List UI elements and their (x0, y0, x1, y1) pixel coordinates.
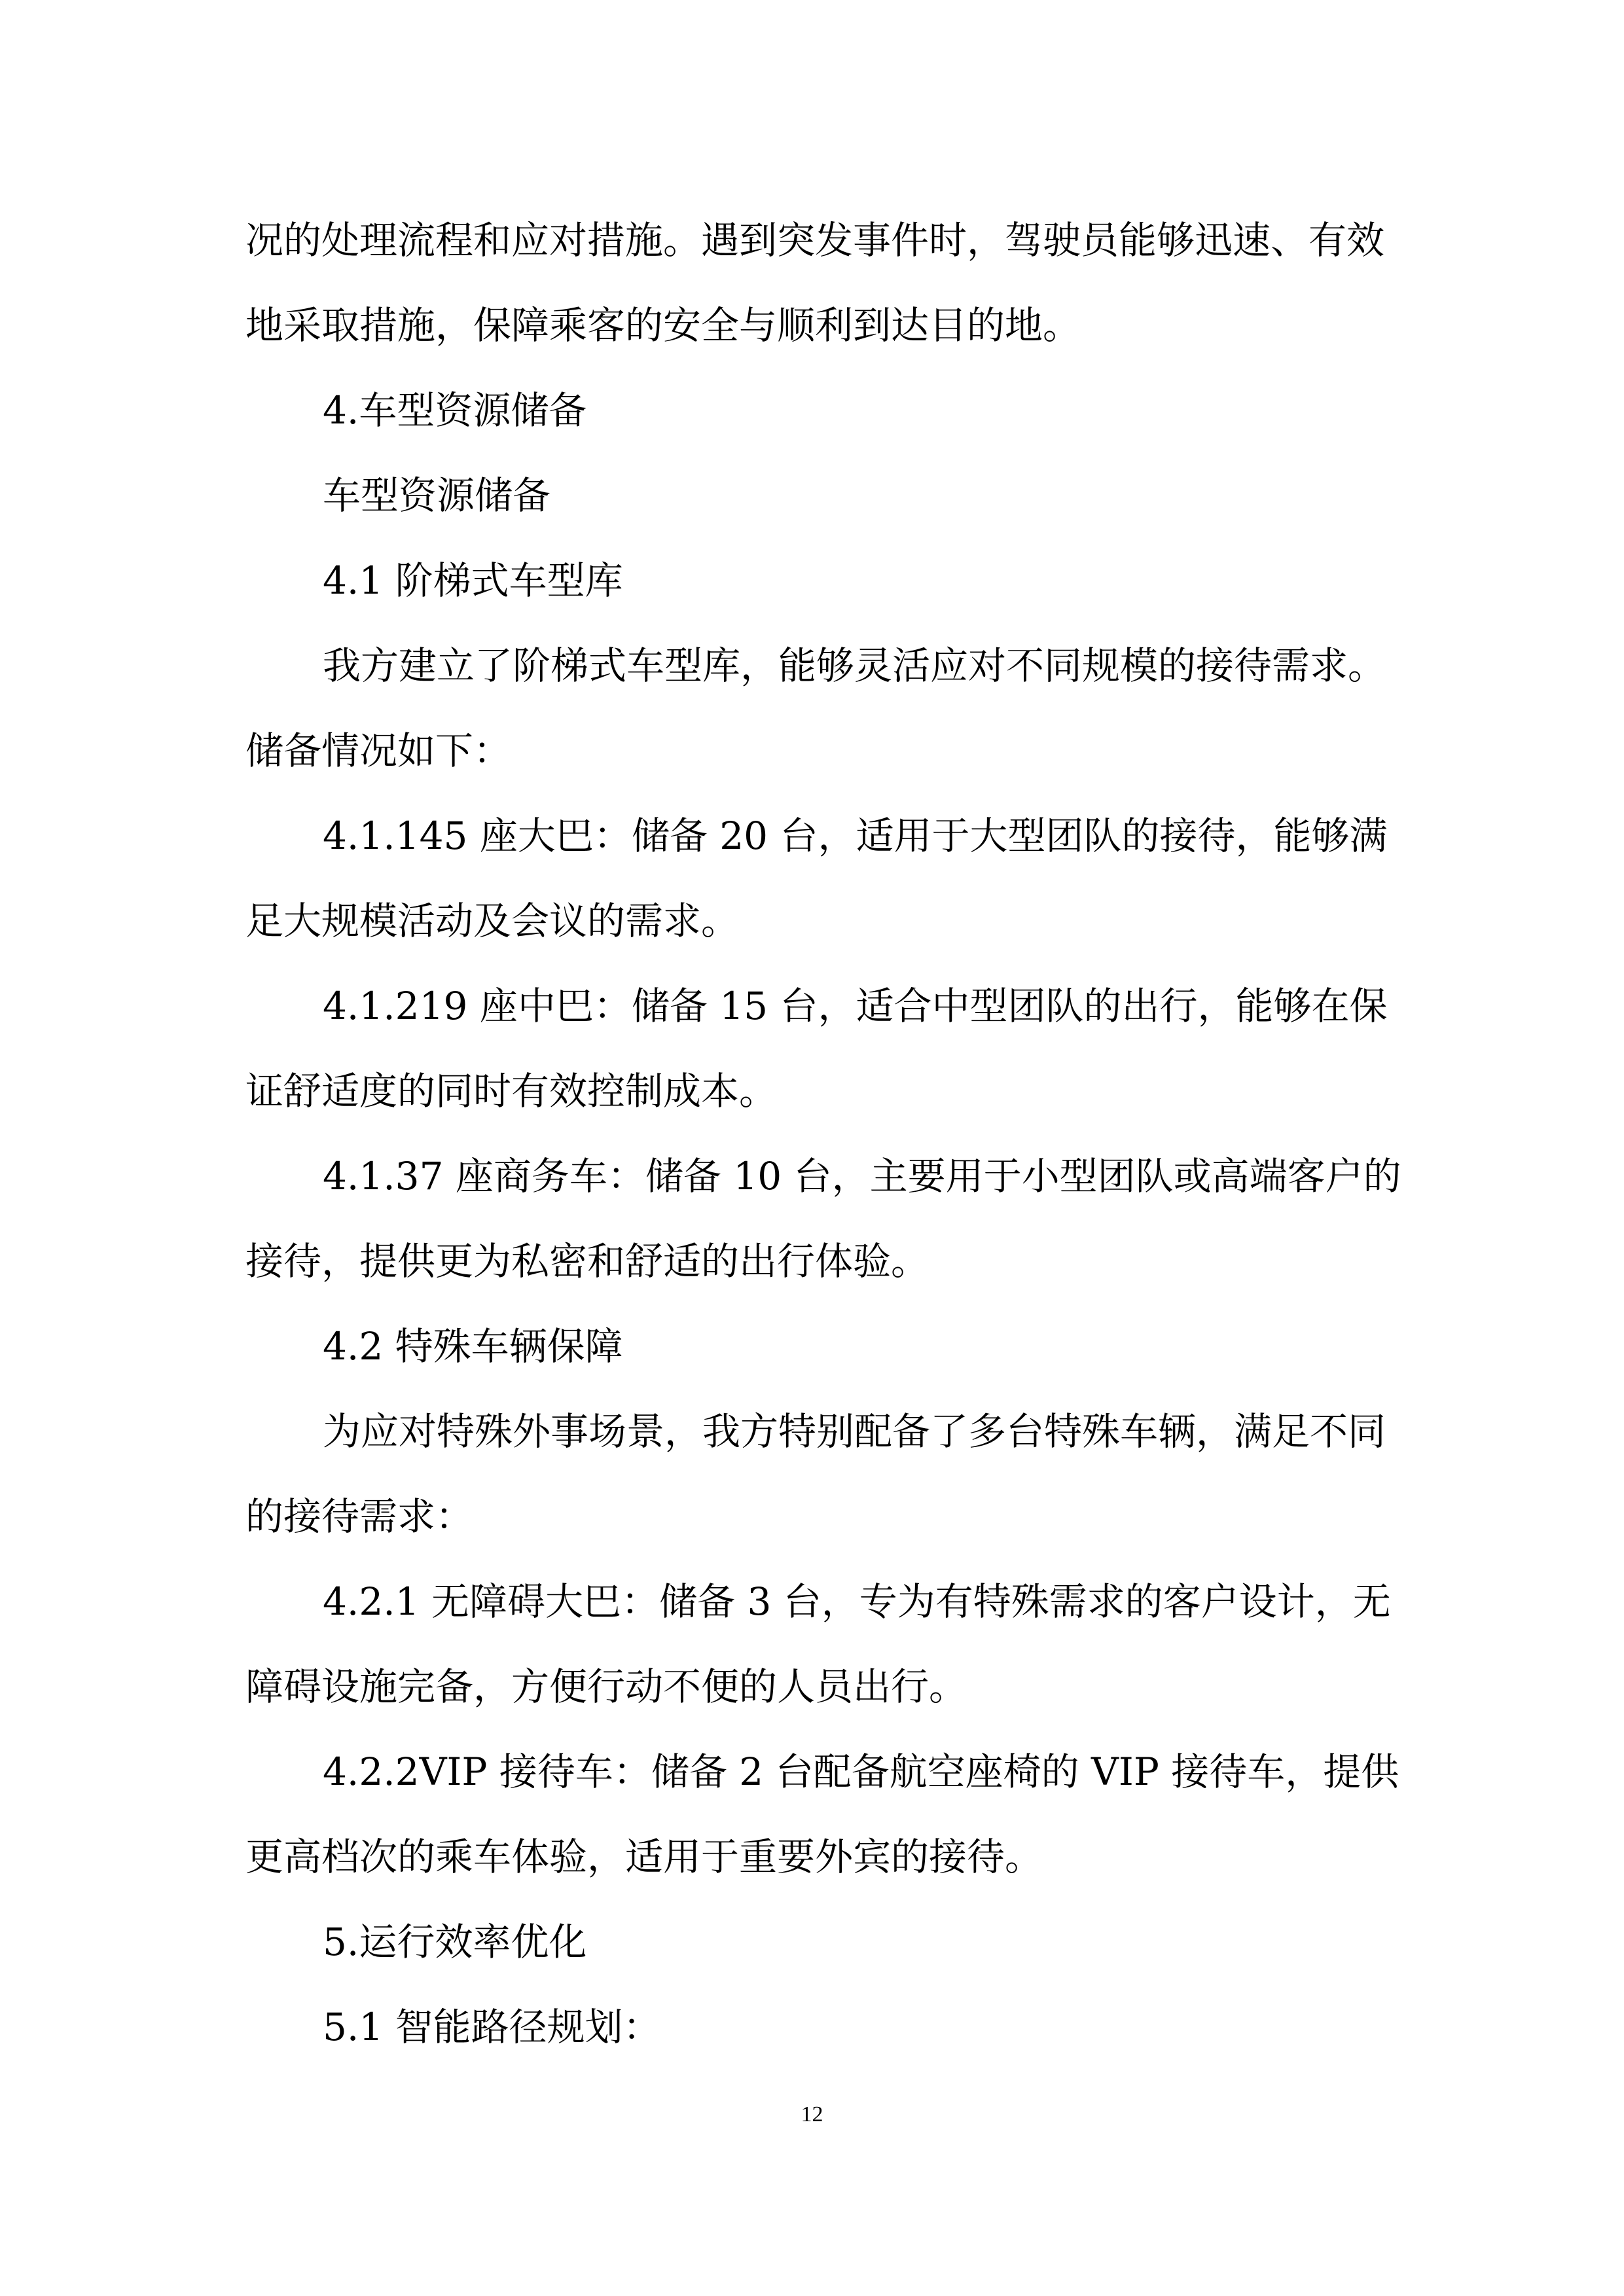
body-text-line: 地采取措施，保障乘客的安全与顺利到达目的地。 (245, 303, 1081, 348)
list-item-line: 障碍设施完备，方便行动不便的人员出行。 (245, 1664, 967, 1709)
list-item-line: 4.1.37 座商务车：储备 10 台，主要用于小型团队或高端客户的 (323, 1154, 1401, 1198)
section-heading: 4.车型资源储备 (323, 388, 587, 433)
page-number: 12 (801, 2102, 823, 2126)
section-heading: 5.运行效率优化 (323, 1920, 587, 1964)
list-item-line: 更高档次的乘车体验，适用于重要外宾的接待。 (245, 1835, 1043, 1879)
body-text-line: 况的处理流程和应对措施。遇到突发事件时，驾驶员能够迅速、有效 (245, 218, 1385, 262)
subsection-heading: 4.2 特殊车辆保障 (323, 1324, 623, 1369)
list-item-line: 接待，提供更为私密和舒适的出行体验。 (245, 1239, 929, 1283)
list-item-line: 足大规模活动及会议的需求。 (245, 899, 740, 943)
list-item-line: 4.2.1 无障碍大巴：储备 3 台，专为有特殊需求的客户设计，无 (323, 1579, 1391, 1624)
subsection-heading: 4.1 阶梯式车型库 (323, 558, 623, 603)
body-text-line: 我方建立了阶梯式车型库，能够灵活应对不同规模的接待需求。 (323, 643, 1386, 688)
list-item-line: 4.1.219 座中巴：储备 15 台，适合中型团队的出行，能够在保 (323, 984, 1388, 1028)
subsection-heading: 5.1 智能路径规划： (323, 2005, 661, 2049)
body-text-line: 的接待需求： (245, 1494, 474, 1539)
body-text-line: 为应对特殊外事场景，我方特别配备了多台特殊车辆，满足不同 (323, 1409, 1386, 1454)
section-subtitle: 车型资源储备 (323, 473, 551, 518)
body-text-line: 储备情况如下： (245, 728, 512, 773)
list-item-line: 证舒适度的同时有效控制成本。 (245, 1069, 778, 1113)
list-item-line: 4.2.2VIP 接待车：储备 2 台配备航空座椅的 VIP 接待车，提供 (323, 1749, 1399, 1794)
list-item-line: 4.1.145 座大巴：储备 20 台，适用于大型团队的接待，能够满 (323, 814, 1388, 858)
